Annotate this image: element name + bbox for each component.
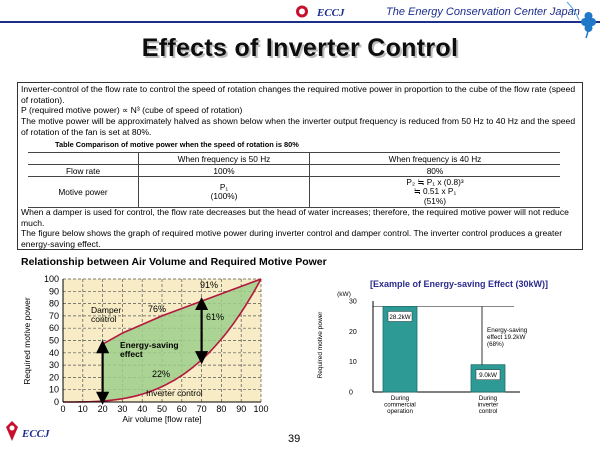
table-cell-line: (100%) [210,191,238,201]
y-tick-label: 40 [48,347,59,358]
saving-annotation [487,327,528,348]
text-line: control [91,314,117,324]
x-axis-label: Air volume [flow rate] [122,414,202,424]
x-tick-label: 30 [117,404,128,414]
power-curve-chart [0,268,290,428]
intro-formula: P (required motive power) ∝ N³ (cube of speed of rotation) [21,105,243,115]
table-cell-line: P₁ [219,181,229,192]
table-cell-line: ≒ 0.51 x P₁ [413,186,457,197]
text-line: During [390,395,410,402]
y-tick-label: 90 [48,286,59,297]
y-tick-label: 80 [48,298,59,309]
table-cell: 100% [139,165,310,177]
table-cell: 80% [310,165,561,177]
category-labels [384,395,498,415]
y-tick-label: 20 [48,372,59,383]
text-line: commercial [384,401,416,409]
y-tick-label: 30 [349,298,357,306]
org-abbrev: ECCJ [317,7,345,19]
pct-91-label: 91% [200,280,219,290]
bars [383,306,505,392]
x-tick-label: 60 [176,404,187,414]
energy-saving-bar-chart [300,288,600,416]
header-divider [0,21,600,23]
y-axis-label: Required motive power [22,297,32,385]
outro-paragraph-2: The figure below shows the graph of required motive power during inverter control and damper control. The inverter control produces a greater energy-saving effect. [21,228,563,249]
page-number: 39 [288,433,301,445]
table-header-cell: When frequency is 40 Hz [310,153,561,165]
y-tick-label: 50 [48,335,59,346]
y-tick-label: 100 [43,274,59,284]
y-tick-label: 70 [48,310,59,321]
y-tick-label: 0 [53,397,59,407]
bar-value-label: 28.2kW [389,313,411,321]
text-line: operation [387,408,413,415]
table-row-label: Motive power [28,177,139,208]
table-cell-line: (51%) [423,195,447,206]
table-row [28,177,560,208]
text-line: effect [120,349,143,359]
table-cell-line: P₂ ≒ P₁ x (0.8)³ [406,176,464,187]
category-label [384,395,416,415]
y-tick-label: 10 [349,359,357,367]
bar-value-label: 9.0kW [479,372,497,380]
pct-22-label: 22% [152,369,171,379]
table-row-label: Flow rate [28,165,139,177]
table-row [28,165,560,177]
text-line: control [478,408,498,415]
x-tick-label: 20 [97,404,108,414]
category-label [478,395,499,415]
footer-org-abbrev: ECCJ [22,428,50,440]
x-tick-label: 70 [196,404,207,414]
x-tick-label: 0 [60,404,66,414]
x-tick-label: 100 [253,404,269,414]
text-line: During [478,395,498,402]
outro-paragraph-1: When a damper is used for control, the flow rate decreases but the head of water increases; therefore, the required motive power will not reduce much. [21,207,569,228]
pct-76-label: 76% [148,304,167,314]
page-title: Effects of Inverter Control [141,34,459,62]
y-axis-label: Required motive power [317,311,324,379]
x-tick-label: 40 [137,404,148,414]
example-heading: [Example of Energy-saving Effect (30kW)] [370,279,549,289]
x-tick-label: 90 [236,404,247,414]
y-tick-label: 0 [349,389,353,397]
text-line: Energy-saving [487,327,528,334]
y-tick-label: 30 [48,360,59,371]
table-cell [139,177,310,208]
eccj-logo-icon [3,420,21,442]
intro-paragraph-3: The motive power will be approximately halved as shown below when the inverter output frequency is reduced from 50 Hz to 40 Hz and the speed of rotation of the fan is set at 80%. [21,116,576,137]
text-line: effect 19.2kW [487,334,526,341]
y-tick-label: 20 [349,328,357,336]
table-caption: Table Comparison of motive power when the speed of rotation is 80% [55,140,299,149]
inverter-control-label: Inverter control [146,388,203,398]
pct-61-label: 61% [206,312,225,322]
y-tick-label: 10 [48,384,59,395]
intro-paragraph-1: Inverter-control of the flow rate to control the speed of rotation changes the required motive power in proportion to the cube of the flow rate (speed of rotation). [21,84,576,105]
unit-label: (kW) [337,291,351,298]
y-tick-labels [44,274,59,407]
text-line: (68%) [487,341,504,348]
text-line: Damper [91,305,122,315]
comparison-table [28,152,560,208]
org-name: The Energy Conservation Center Japan [386,6,580,18]
x-tick-labels [60,404,268,414]
table-header-row [28,153,560,165]
x-tick-label: 80 [216,404,227,414]
text-line: inverter [477,401,499,409]
table-cell [310,177,561,208]
table-header-cell [28,153,139,165]
section-heading: Relationship between Air Volume and Required Motive Power [21,256,327,268]
y-tick-label: 60 [48,323,59,334]
x-tick-label: 10 [77,404,88,414]
eccj-logo-icon [292,5,312,18]
x-tick-label: 50 [156,404,168,414]
text-line: Energy-saving [120,340,179,350]
table-header-cell: When frequency is 50 Hz [139,153,310,165]
y-tick-labels [349,299,357,397]
